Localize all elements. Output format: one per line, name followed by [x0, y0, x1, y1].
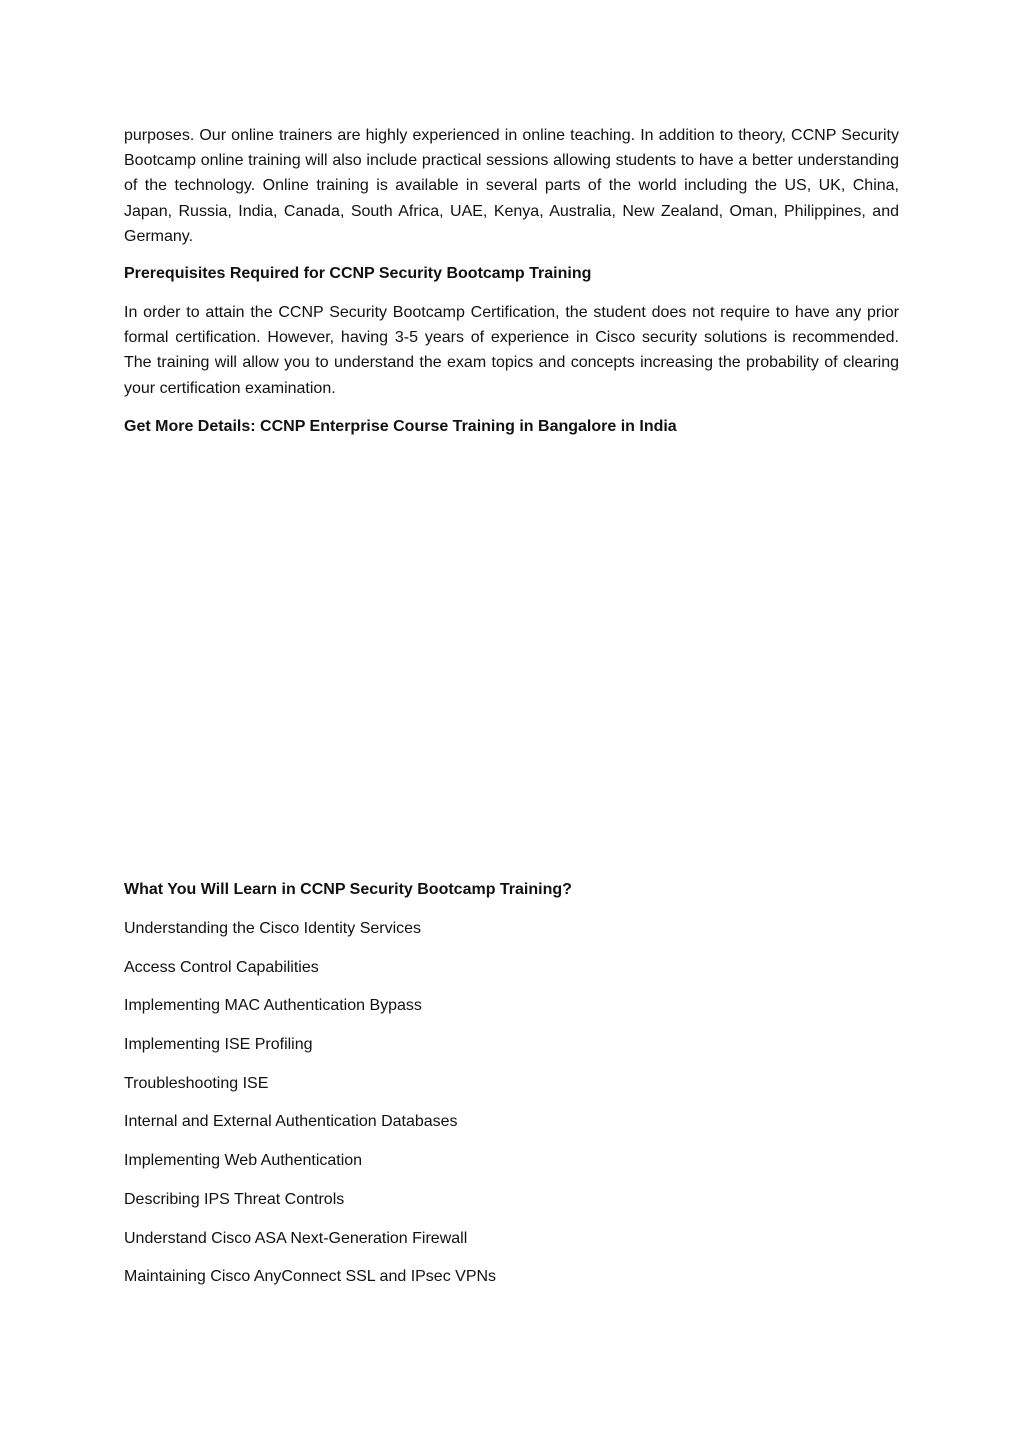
- prerequisites-section-heading: [124, 261, 899, 286]
- intro-section: [124, 123, 899, 249]
- prerequisites-heading: Prerequisites Required for CCNP Security Bootcamp Training: [124, 265, 592, 282]
- list-item: Internal and External Authentication Databases: [124, 1113, 458, 1131]
- prerequisites-paragraph: In order to attain the CCNP Security Bootcamp Certification, the student does not require to have any prior formal certification. However, having 3-5 years of experience in Cisco security solutions is recommended. The training will allow you to understand the exam topics and concepts increasing the probability of clearing your certification examination.: [124, 304, 899, 397]
- learn-list: [124, 916, 899, 1303]
- learn-heading: What You Will Learn in CCNP Security Bootcamp Training?: [124, 881, 572, 898]
- list-item: Implementing MAC Authentication Bypass: [124, 997, 422, 1015]
- list-item: Understanding the Cisco Identity Services: [124, 920, 422, 937]
- more-details-section: [124, 414, 899, 439]
- list-item: Maintaining Cisco AnyConnect SSL and IPsec VPNs: [124, 1268, 497, 1286]
- more-details-text: Get More Details: CCNP Enterprise Course Training in Bangalore in India: [124, 418, 677, 435]
- learn-section-heading: [124, 877, 899, 902]
- list-item: Describing IPS Threat Controls: [124, 1190, 345, 1208]
- list-item: Troubleshooting ISE: [124, 1074, 269, 1092]
- prerequisites-section: [124, 300, 899, 401]
- list-item: Understand Cisco ASA Next-Generation Firewall: [124, 1229, 468, 1247]
- intro-paragraph: purposes. Our online trainers are highly experienced in online teaching. In addition to theory, CCNP Security Bootcamp online training will also include practical sessions allowing students to have a better understanding of the technology. Online training is available in several parts of the world including the US, UK, China, Japan, Russia, India, Canada, South Africa, UAE, Kenya, Australia, New Zealand, Oman, Philippines, and Germany.: [124, 127, 899, 245]
- list-item: Implementing ISE Profiling: [124, 1036, 313, 1054]
- list-item: Access Control Capabilities: [124, 958, 319, 976]
- list-item: Implementing Web Authentication: [124, 1152, 363, 1170]
